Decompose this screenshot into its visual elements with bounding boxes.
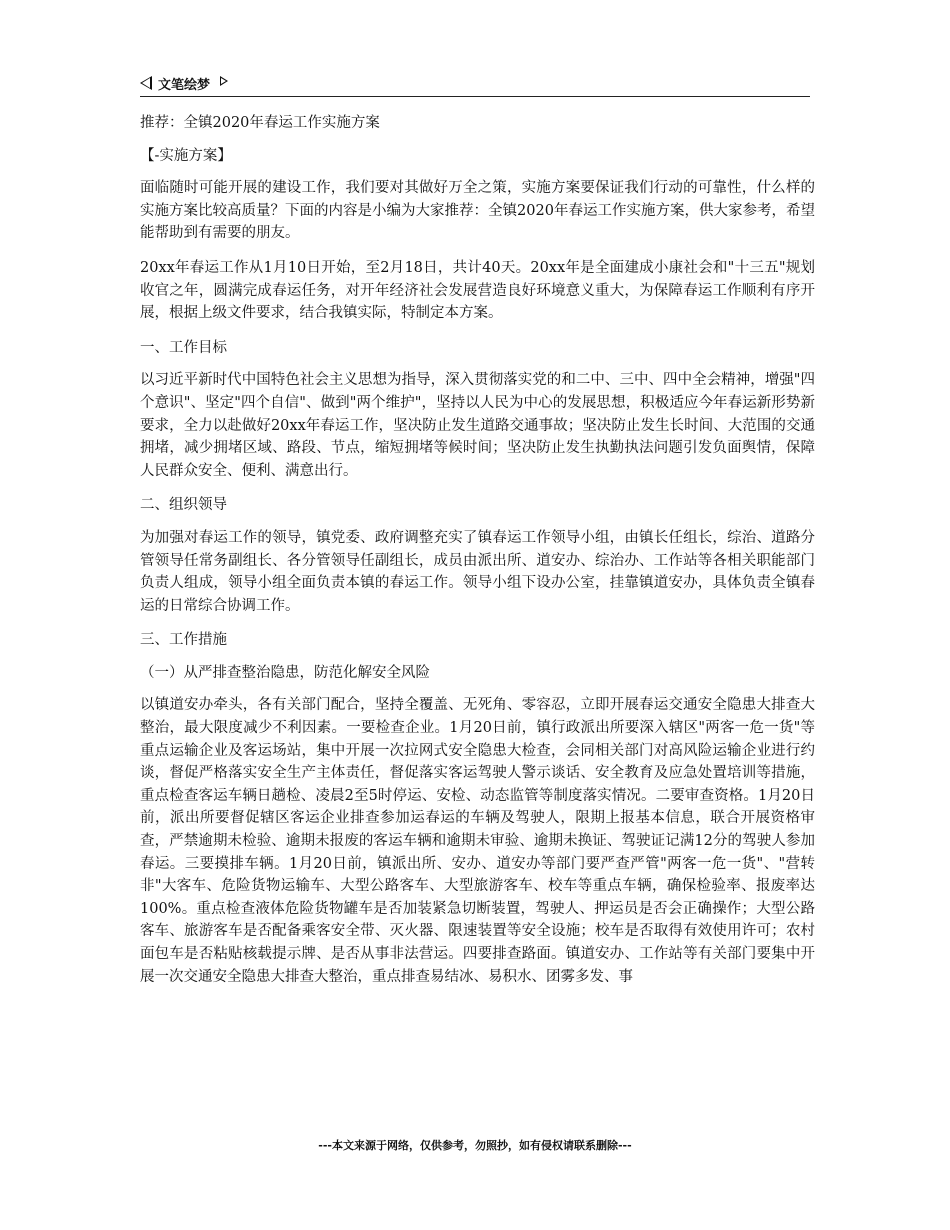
triangle-left-icon [140, 76, 152, 90]
document-body [140, 112, 815, 1000]
overview-paragraph: 20xx年春运工作从1月10日开始，至2月18日，共计40天。20xx年是全面建成小康社会和"十三五"规划收官之年，圆满完成春运任务，对开年经济社会发展营造良好环境意义重大，为保障春运工作顺利有序开展，根据上级文件要求，结合我镇实际，特制定本方案。 [140, 259, 815, 322]
triangle-right-icon [220, 76, 228, 86]
section-body-leadership: 为加强对春运工作的领导，镇党委、政府调整充实了镇春运工作领导小组，由镇长任组长，综治、道路分管领导任常务副组长、各分管领导任副组长，成员由派出所、道安办、综治办、工作站等各相关职能部门负责人组成，领导小组全面负责本镇的春运工作。领导小组下设办公室，挂靠镇道安办，具体负责全镇春运的日常综合协调工作。 [140, 529, 815, 614]
section-heading-leadership: 二、组织领导 [140, 497, 227, 514]
intro-paragraph: 面临随时可能开展的建设工作，我们要对其做好万全之策，实施方案要保证我们行动的可靠性，什么样的实施方案比较高质量？下面的内容是小编为大家推荐：全镇2020年春运工作实施方案，供大家参考，希望能帮助到有需要的朋友。 [140, 180, 815, 242]
subsection-body-inspection: 以镇道安办牵头，各有关部门配合，坚持全覆盖、无死角、零容忍，立即开展春运交通安全隐患大排查大整治，最大限度减少不利因素。一要检查企业。1月20日前，镇行政派出所要深入辖区"两客一危一货"等重点运输企业及客运场站，集中开展一次拉网式安全隐患大检查，会同相关部门对高风险运输企业进行约谈，督促严格落实安全生产主体责任，督促落实客运驾驶人警示谈话、安全教育及应急处置培训等措施，重点检查客运车辆日趟检、凌晨2至5时停运、安检、动态监管等制度落实情况。二要审查资格。1月20日前，派出所要督促辖区客运企业排查参加运春运的车辆及驾驶人，限期上报基本信息，联合开展资格审查，严禁逾期未检验、逾期未报废的客运车辆和逾期未审验、逾期未换证、驾驶证记满12分的驾驶人参加春运。三要摸排车辆。1月20日前，镇派出所、安办、道安办等部门要严查严管"两客一危一货"、"营转非"大客车、危险货物运输车、大型公路客车、大型旅游客车、校车等重点车辆，确保检验率、报废率达100%。重点检查液体危险货物罐车是否加装紧急切断装置，驾驶人、押运员是否会正确操作；大型公路客车、旅游客车是否配备乘客安全带、灭火器、限速装置等安全设施；校车是否取得有效使用许可；农村面包车是否粘贴核载提示牌、是否从事非法营运。四要排查路面。镇道安办、工作站等有关部门要集中开展一次交通安全隐患大排查大整治，重点排查易结冰、易积水、团雾多发、事 [140, 697, 815, 985]
brand-name: 文笔绘梦 [158, 77, 211, 93]
recommend-title: 推荐：全镇2020年春运工作实施方案 [140, 115, 380, 131]
subsection-heading-inspection: （一）从严排查整治隐患，防范化解安全风险 [140, 664, 430, 681]
category-tag: 【-实施方案】 [140, 147, 232, 164]
footer-notice: ---本文来源于网络，仅供参考，勿照抄，如有侵权请联系删除--- [318, 1139, 632, 1152]
section-heading-measures: 三、工作措施 [140, 632, 227, 649]
section-heading-goals: 一、工作目标 [140, 339, 227, 356]
document-header [140, 70, 810, 97]
section-body-goals: 以习近平新时代中国特色社会主义思想为指导，深入贯彻落实党的和二中、三中、四中全会精神，增强"四个意识"、坚定"四个自信"、做到"两个维护"，坚持以人民为中心的发展思想，积极适应今年春运新形势新要求，全力以赴做好20xx年春运工作，坚决防止发生道路交通事故；坚决防止发生长时间、大范围的交通拥堵，减少拥堵区域、路段、节点，缩短拥堵等候时间；坚决防止发生执勤执法问题引发负面舆情，保障人民群众安全、便利、满意出行。 [140, 372, 815, 479]
